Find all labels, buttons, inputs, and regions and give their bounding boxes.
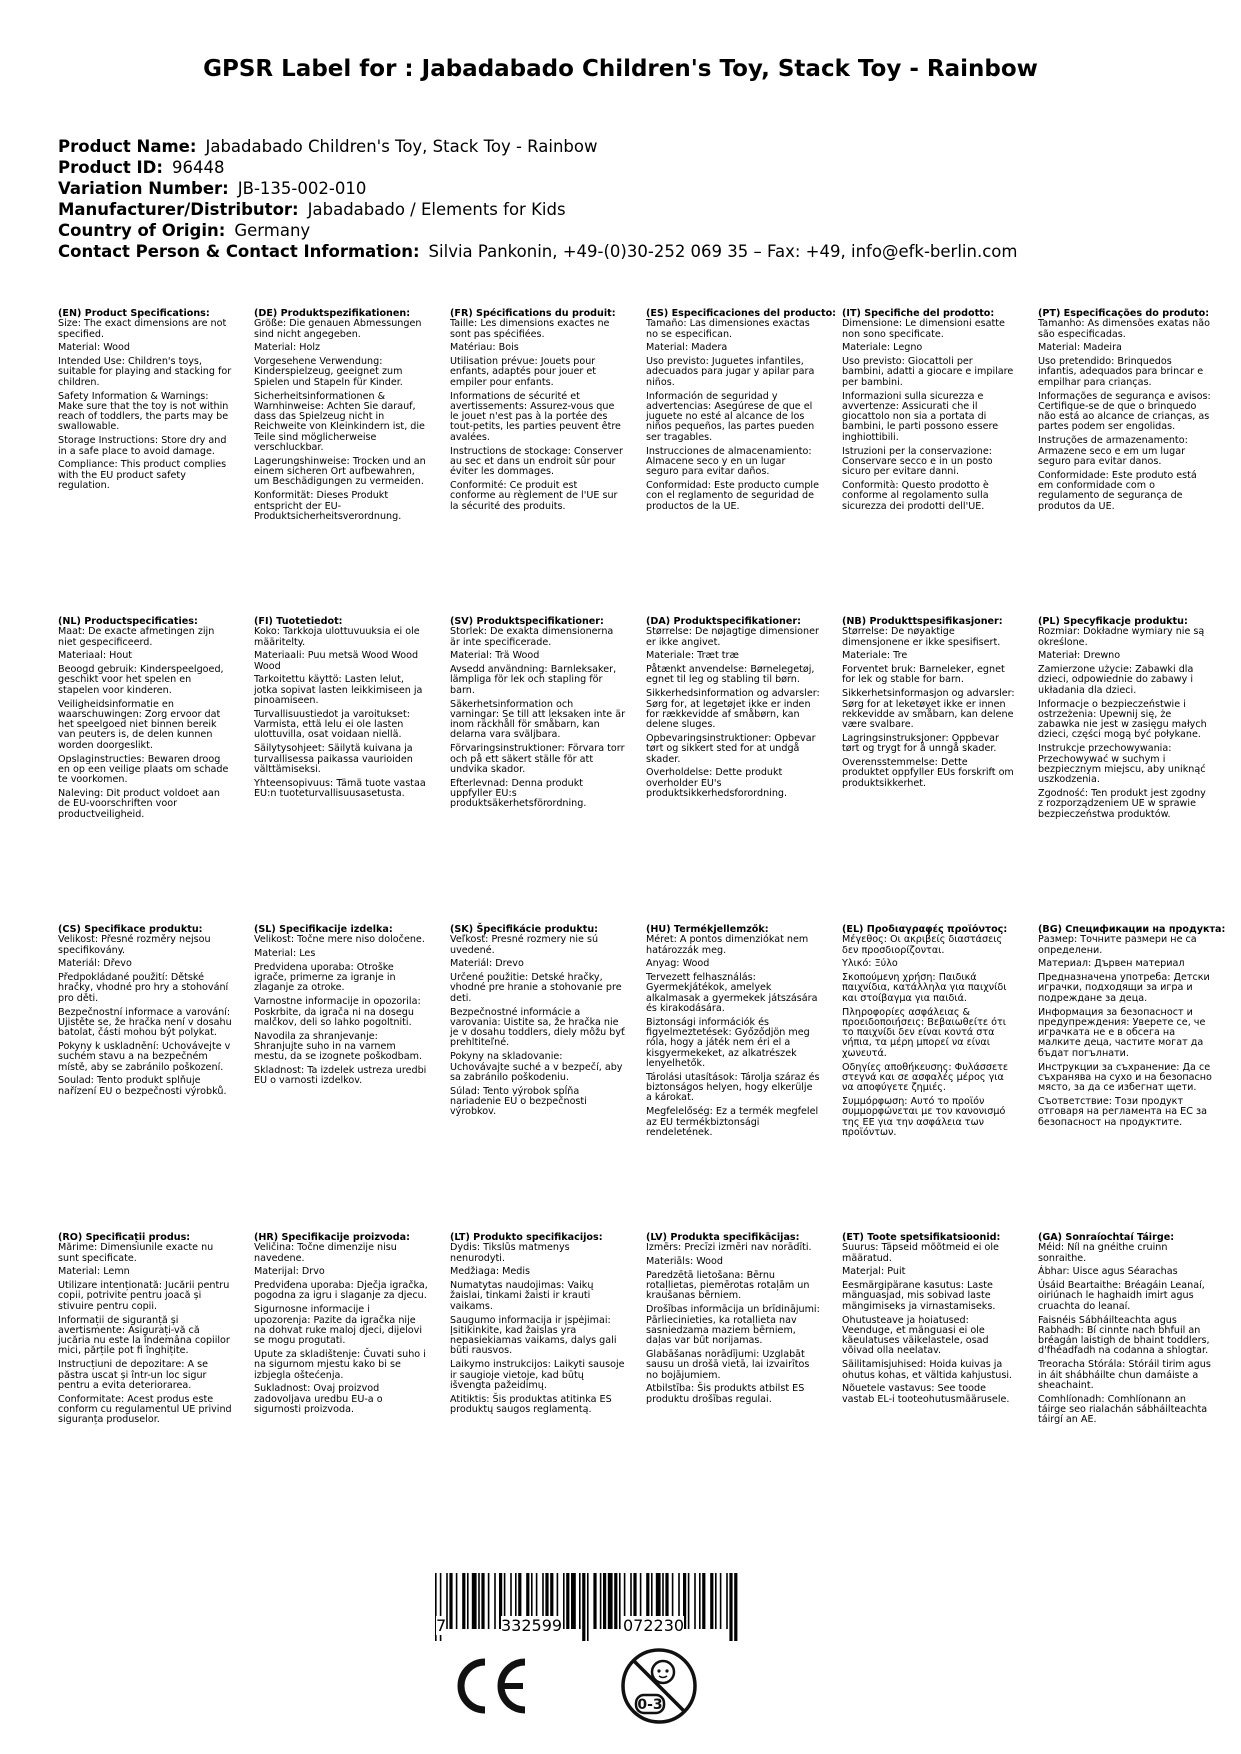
spec-paragraph: Předpokládané použití: Dětské hračky, vhodné pro hry a stohování pro děti.	[58, 972, 229, 1004]
barcode-bar	[462, 1573, 465, 1629]
spec-paragraph: Zamierzone użycie: Zabawki dla dzieci, odpowiednie do zabawy i układania dla dzieci.	[1038, 664, 1194, 696]
info-label: Product ID:	[58, 158, 163, 177]
barcode-bar	[587, 1573, 589, 1641]
spec-block	[1038, 309, 1213, 515]
spec-paragraph: Úsáid Beartaithe: Bréagáin Leanaí, oiriúnach le haghaidh imirt agus cruachta do leanaí.	[1038, 1280, 1205, 1312]
spec-paragraph: Μέγεθος: Οι ακριβείς διαστάσεις δεν προσδιορίζονται.	[842, 934, 1003, 956]
spec-heading: (EN) Product Specifications:	[58, 308, 210, 319]
spec-paragraph: Biztonsági információk és figyelmeztetések: Győződjön meg róla, hogy a játék nem éri el a kisgyermekeket, az alkatrészek lenyelhetők.	[646, 1016, 810, 1070]
spec-paragraph: Forventet bruk: Barneleker, egnet for lek og stable for barn.	[842, 664, 1005, 686]
spec-paragraph: Bezpečnostní informace a varování: Ujistěte se, že hračka není v dosahu batolat, části mohou být polykat.	[58, 1006, 232, 1039]
spec-paragraph: Dydis: Tikslūs matmenys nenurodyti.	[450, 1242, 570, 1264]
info-value: Germany	[234, 221, 311, 240]
spec-paragraph: Υλικό: Ξύλο	[842, 958, 898, 970]
spec-paragraph: Ohutusteave ja hoiatused: Veenduge, et mänguasi ei ole käeulatuses väikelastele, osad võivad olla neelatav.	[842, 1314, 989, 1357]
spec-paragraph: Eesmärgipärane kasutus: Laste mänguasjad, mis sobivad laste mängimiseks ja virnastamiseks.	[842, 1280, 996, 1312]
spec-row	[58, 1233, 1228, 1541]
spec-paragraph: Material: Madeira	[1038, 342, 1122, 354]
spec-paragraph: Rozmiar: Dokładne wymiary nie są określone.	[1038, 626, 1205, 648]
spec-paragraph: Konformität: Dieses Produkt entspricht der EU-Produktsicherheitsverordnung.	[254, 490, 402, 522]
spec-paragraph: Koko: Tarkkoja ulottuvuuksia ei ole määritelty.	[254, 626, 420, 648]
barcode-bar	[688, 1573, 690, 1629]
info-label: Product Name:	[58, 137, 197, 156]
spec-block	[254, 925, 429, 1090]
spec-paragraph: Sikkerhedsinformation og advarsler: Sørg for, at legetøjet ikke er inden for rækkevidde af småbørn, kan delene sluges.	[646, 688, 820, 731]
spec-block	[450, 617, 625, 813]
spec-heading: (NB) Produkttspesifikasjoner:	[842, 616, 1003, 627]
specifications-grid	[58, 309, 1228, 1541]
barcode-digit: 7	[436, 1616, 447, 1635]
spec-paragraph: Uso pretendido: Brinquedos infantis, adequados para brincar e empilhar para crianças.	[1038, 356, 1204, 388]
spec-paragraph: Veiligheidsinformatie en waarschuwingen: Zorg ervoor dat het speelgoed niet binnen bereik van peuters is, de delen kunnen worden doorgeslikt.	[58, 698, 221, 751]
spec-paragraph: Informacje o bezpieczeństwie i ostrzeżenia: Upewnij się, że zabawka nie jest w zasięgu małych dzieci, części mogą być połykane.	[1038, 698, 1207, 741]
spec-paragraph: Nõuetele vastavus: See toode vastab EL-i tooteohutusmäärusele.	[842, 1383, 1010, 1405]
spec-paragraph: Conformità: Questo prodotto è conforme al regolamento sulla sicurezza dei prodotti dell'UE.	[842, 479, 989, 512]
spec-paragraph: Efterlevnad: Denna produkt uppfyller EU:s produktsäkerhetsförordning.	[450, 777, 587, 810]
spec-paragraph: Vorgesehene Verwendung: Kinderspielzeug, geeignet zum Spielen und Stapeln für Kinder.	[254, 356, 403, 388]
barcode-bar	[571, 1573, 576, 1629]
spec-paragraph: Taille: Les dimensions exactes ne sont pas spécifiées.	[450, 318, 610, 340]
spec-paragraph: Treoracha Stórála: Stóráil tirim agus in áit shábháilte chun damáiste a sheachaint.	[1038, 1359, 1211, 1391]
barcode-bar	[566, 1573, 569, 1629]
spec-row	[58, 925, 1228, 1233]
spec-paragraph: Compliance: This product complies with the EU product safety regulation.	[58, 459, 227, 491]
spec-paragraph: Tarkoitettu käyttö: Lasten lelut, jotka sopivat lasten leikkimiseen ja pinoamiseen.	[254, 674, 423, 707]
spec-paragraph: Méid: Níl na gnéithe cruinn sonraithe.	[1038, 1242, 1168, 1264]
spec-paragraph: Conformité: Ce produit est conforme au règlement de l'UE sur la sécurité des produits.	[450, 479, 618, 512]
country-of-origin-row	[58, 220, 1017, 241]
spec-paragraph: Maat: De exacte afmetingen zijn niet gespecificeerd.	[58, 626, 215, 648]
barcode-bar	[694, 1573, 696, 1629]
spec-paragraph: Storage Instructions: Store dry and in a safe place to avoid damage.	[58, 435, 227, 457]
spec-paragraph: Størrelse: De nøjagtige dimensioner er ikke angivet.	[646, 626, 819, 648]
barcode-group-2: 072230	[623, 1616, 685, 1635]
spec-paragraph: Material: Holz	[254, 342, 321, 354]
spec-paragraph: Utilizare intenționată: Jucării pentru copii, potrivite pentru joacă și stivuire pentru copii.	[58, 1280, 230, 1312]
spec-block	[646, 617, 821, 803]
spec-paragraph: Lagerungshinweise: Trocken und an einem sicheren Ort aufbewahren, um Beschädigungen zu vermeiden.	[254, 455, 426, 488]
spec-paragraph: Material: Les	[254, 948, 316, 960]
spec-paragraph: Veľkosť: Presné rozmery nie sú uvedené.	[450, 934, 599, 956]
spec-paragraph: Beoogd gebruik: Kinderspeelgoed, geschikt voor het spelen en stapelen voor kinderen.	[58, 664, 224, 696]
info-value: Jabadabado Children's Toy, Stack Toy - Rainbow	[205, 137, 598, 156]
info-value: JB-135-002-010	[237, 179, 367, 198]
spec-paragraph: Určené použitie: Detské hračky, vhodné pre hranie a stohovanie pre deti.	[450, 972, 622, 1004]
spec-paragraph: Informazioni sulla sicurezza e avvertenze: Assicurati che il giocattolo non sia a portata di bambini, le parti possono essere inghiottibili.	[842, 390, 999, 443]
spec-block	[450, 1233, 625, 1419]
barcode-bar	[734, 1573, 737, 1641]
barcode-bar	[449, 1573, 452, 1629]
barcode-bar	[467, 1573, 469, 1629]
barcode-bar	[603, 1573, 606, 1629]
page-title: GPSR Label for : Jabadabado Children's Toy, Stack Toy - Rainbow	[203, 56, 1038, 82]
spec-paragraph: Uso previsto: Juguetes infantiles, adecuados para jugar y apilar para niños.	[646, 356, 815, 388]
spec-heading: (DA) Produktspecifikationer:	[646, 616, 801, 627]
spec-paragraph: Mărime: Dimensiunile exacte nu sunt specificate.	[58, 1242, 214, 1264]
spec-block	[646, 925, 821, 1142]
spec-paragraph: Instructions de stockage: Conserver au sec et dans un endroit sûr pour éviter les dommages.	[450, 445, 623, 478]
spec-block	[1038, 924, 1226, 1131]
spec-paragraph: Инструкции за съхранение: Да се съхранява на сухо и на безопасно място, за да се избегнат щети.	[1038, 1061, 1212, 1094]
spec-paragraph: Turvallisuustiedot ja varoitukset: Varmista, että lelu ei ole lasten ulottuvilla, osat voidaan niellä.	[254, 708, 410, 741]
spec-paragraph: Säilytysohjeet: Säilytä kuivana ja turvallisessa paikassa vaurioiden välttämiseksi.	[254, 743, 413, 775]
spec-paragraph: Material: Lemn	[58, 1266, 130, 1278]
barcode-bar	[446, 1573, 448, 1629]
spec-paragraph: Förvaringsinstruktioner: Förvara torr och på ett säkert ställe för att undvika skador.	[450, 743, 625, 775]
spec-paragraph: Informations de sécurité et avertissements: Assurez-vous que le jouet n'est pas à la portée des tout-petits, les parties peuvent être avalées.	[450, 390, 621, 443]
spec-heading: (FR) Spécifications du produit:	[450, 308, 616, 319]
spec-paragraph: Tamaño: Las dimensiones exactas no se especifican.	[646, 318, 810, 340]
spec-paragraph: Laikymo instrukcijos: Laikyti sausoje ir saugioje vietoje, kad būtų išvengta pažeidimų.	[450, 1359, 625, 1391]
spec-block	[646, 308, 837, 515]
spec-block	[842, 925, 1017, 1142]
spec-heading: (PT) Especificações do produto:	[1038, 308, 1210, 319]
spec-paragraph: Safety Information & Warnings: Make sure that the toy is not within reach of toddlers, the parts may be swallowable.	[58, 390, 229, 433]
spec-paragraph: Pokyny na skladovanie: Uchovávajte suché a v bezpečí, aby sa zabránilo poškodeniu.	[450, 1051, 623, 1083]
spec-row	[58, 617, 1228, 925]
spec-paragraph: Instrucțiuni de depozitare: A se păstra uscat și într-un loc sigur pentru a evita deteriorarea.	[58, 1359, 209, 1391]
barcode-bar	[494, 1573, 496, 1629]
spec-paragraph: Οδηγίες αποθήκευσης: Φυλάσσετε στεγνά και σε ασφαλές μέρος για να αποφύγετε ζημιές.	[842, 1061, 1009, 1094]
spec-paragraph: Suurus: Täpseid mõõtmeid ei ole määratud.	[842, 1242, 999, 1264]
spec-paragraph: Megfelelőség: Ez a termék megfelel az EU termékbiztonsági rendeletének.	[646, 1106, 819, 1138]
spec-heading: (ET) Toote spetsifikatsioonid:	[842, 1232, 1001, 1243]
info-label: Manufacturer/Distributor:	[58, 200, 299, 219]
barcode-bar	[720, 1573, 722, 1629]
spec-paragraph: Materijal: Drvo	[254, 1266, 325, 1278]
spec-paragraph: Säkerhetsinformation och varningar: Se till att leksaken inte är inom räckhåll för småbarn, kan delarna vara sväljbara.	[450, 698, 626, 741]
spec-paragraph: Σκοπούμενη χρήση: Παιδικά παιχνίδια, κατάλληλα για παιχνίδι και στοίβαγμα για παιδιά.	[842, 972, 1007, 1004]
spec-block	[254, 1233, 429, 1419]
spec-paragraph: Material: Madera	[646, 342, 728, 354]
barcode-bar	[579, 1573, 581, 1629]
spec-paragraph: Opslaginstructies: Bewaren droog en op een veilige plaats om schade te voorkomen.	[58, 753, 229, 786]
spec-paragraph: Material: Wood	[58, 342, 131, 354]
spec-paragraph: Upute za skladištenje: Čuvati suho i na sigurnom mjestu kako bi se izbjegla oštećenja.	[254, 1348, 426, 1381]
spec-paragraph: Numatytas naudojimas: Vaikų žaislai, tinkami žaisti ir krauti vaikams.	[450, 1280, 594, 1312]
spec-heading: (PL) Specyfikacje produktu:	[1038, 616, 1188, 627]
spec-paragraph: Größe: Die genauen Abmessungen sind nicht angegeben.	[254, 318, 422, 340]
spec-heading: (SV) Produktspecifikationer:	[450, 616, 604, 627]
spec-paragraph: Size: The exact dimensions are not specified.	[58, 318, 227, 340]
spec-paragraph: Uso previsto: Giocattoli per bambini, adatti a giocare e impilare per bambini.	[842, 356, 1014, 388]
spec-heading: (NL) Productspecificaties:	[58, 616, 198, 627]
info-value: Silvia Pankonin, +49-(0)30-252 069 35 – Fax: +49, info@efk-berlin.com	[428, 242, 1018, 261]
spec-heading: (IT) Specifiche del prodotto:	[842, 308, 995, 319]
spec-paragraph: Faisnéis Sábháilteachta agus Rabhadh: Bí cinnte nach bhfuil an bréagán laistigh de bhaint toddlers, d'fhéadfadh na codanna a shlogtar.	[1038, 1314, 1210, 1357]
spec-paragraph: Информация за безопасност и предупреждения: Уверете се, че играчката не е в обсега на малките деца, частите могат да бъдат погълнати.	[1038, 1006, 1206, 1059]
spec-block	[58, 309, 233, 495]
spec-paragraph: Velikost: Přesné rozměry nejsou specifikovány.	[58, 934, 211, 956]
age-label: 0-3	[637, 1697, 663, 1713]
spec-heading: (FI) Tuotetiedot:	[254, 616, 343, 627]
spec-paragraph: Størrelse: De nøyaktige dimensjonene er ikke spesifisert.	[842, 626, 1001, 648]
spec-paragraph: Opbevaringsinstruktioner: Opbevar tørt og sikkert sted for at undgå skader.	[646, 732, 816, 765]
spec-heading: (ES) Especificaciones del producto:	[646, 308, 837, 319]
spec-block	[842, 617, 1017, 792]
spec-paragraph: Sicherheitsinformationen & Warnhinweise: Achten Sie darauf, dass das Spielzeug nicht in Reichweite von Kleinkindern ist, die Teile sind möglicherweise verschluckbar.	[254, 390, 425, 454]
info-label: Country of Origin:	[58, 221, 226, 240]
spec-paragraph: Sigurnosne informacije i upozorenja: Pazite da igračka nije na dohvat ruke maloj djeci, dijelovi se mogu progutati.	[254, 1304, 422, 1347]
spec-paragraph: Navodila za shranjevanje: Shranjujte suho in na varnem mestu, da se izognete poškodbam.	[254, 1030, 423, 1063]
spec-paragraph: Conformidad: Este producto cumple con el reglamento de seguridad de productos de la UE.	[646, 479, 819, 512]
spec-heading: (HU) Termékjellemzők:	[646, 924, 769, 935]
barcode-group-1: 332599	[501, 1616, 563, 1635]
barcode-bar	[472, 1573, 477, 1629]
spec-paragraph: Tárolási utasítások: Tárolja száraz és biztonságos helyen, hogy elkerülje a károkat.	[646, 1071, 820, 1104]
barcode-bar	[729, 1573, 732, 1641]
manufacturer-row	[58, 199, 1017, 220]
spec-paragraph: Instrukcje przechowywania: Przechowywać w suchym i bezpiecznym miejscu, aby uniknąć uszkodzenia.	[1038, 743, 1206, 786]
spec-paragraph: Påtænkt anvendelse: Børnelegetøj, egnet til leg og stabling til børn.	[646, 664, 815, 686]
spec-paragraph: Soulad: Tento produkt splňuje nařízení EU o bezpečnosti výrobků.	[58, 1075, 227, 1097]
barcode-bar	[699, 1573, 701, 1629]
spec-paragraph: Instrucciones de almacenamiento: Almacene seco y en un lugar seguro para evitar daños.	[646, 445, 812, 478]
spec-paragraph: Materiale: Træt træ	[646, 650, 739, 662]
spec-paragraph: Materiāls: Wood	[646, 1256, 724, 1268]
spec-paragraph: Materiale: Tre	[842, 650, 908, 662]
spec-paragraph: Размер: Точните размери не са определени.	[1038, 934, 1197, 956]
barcode-bar	[619, 1573, 621, 1629]
spec-paragraph: Sikkerhetsinformasjon og advarsler: Sørg for at leketøyet ikke er innen rekkevidde av småbarn, kan delene være svalbare.	[842, 688, 1015, 731]
barcode-bar	[702, 1573, 705, 1629]
spec-paragraph: Comhlíonadh: Comhlíonann an táirge seo rialachán sábháilteachta táirgí an AE.	[1038, 1393, 1208, 1426]
spec-paragraph: Zgodność: Ten produkt jest zgodny z rozporządzeniem UE w sprawie bezpieczeństwa produktów.	[1038, 787, 1206, 820]
product-id-row	[58, 157, 1017, 178]
product-info	[58, 136, 1017, 262]
barcode-bar	[582, 1573, 585, 1641]
spec-paragraph: Materiał: Drewno	[1038, 650, 1121, 662]
spec-paragraph: Súlad: Tento výrobok spĺňa nariadenie EÚ o bezpečnosti výrobkov.	[450, 1085, 587, 1118]
spec-paragraph: Material: Trä Wood	[450, 650, 540, 662]
spec-paragraph: Méret: A pontos dimenziókat nem határozzák meg.	[646, 934, 809, 956]
spec-heading: (HR) Specifikacije proizvoda:	[254, 1232, 410, 1243]
variation-number-row	[58, 178, 1017, 199]
spec-paragraph: Materiál: Dřevo	[58, 958, 132, 970]
spec-paragraph: Varnostne informacije in opozorila: Poskrbite, da igrača ni na dosegu malčkov, deli so lahko pogoltniti.	[254, 996, 421, 1028]
spec-paragraph: Lagringsinstruksjoner: Oppbevar tørt og trygt for å unngå skader.	[842, 732, 999, 755]
barcode-bar	[593, 1573, 596, 1629]
barcode-bar	[608, 1573, 613, 1629]
spec-paragraph: Materiaali: Puu metsä Wood Wood Wood	[254, 650, 419, 672]
spec-paragraph: Predvidena uporaba: Otroške igrače, primerne za igranje in zlaganje za otroke.	[254, 961, 396, 994]
spec-paragraph: Materjal: Puit	[842, 1266, 906, 1278]
spec-paragraph: Συμμόρφωση: Αυτό το προϊόν συμμορφώνεται με τον κανονισμό της ΕΕ για την ασφάλεια των προϊόντων.	[842, 1095, 1006, 1138]
spec-paragraph: Πληροφορίες ασφάλειας & προειδοποιήσεις: Βεβαιωθείτε ότι το παιχνίδι δεν είναι κοντά στα νήπια, τα μέρη μπορεί να είναι χωνευτά.	[842, 1006, 1007, 1059]
spec-paragraph: Anyag: Wood	[646, 958, 710, 970]
spec-paragraph: Bezpečnostné informácie a varovania: Uistite sa, že hračka nie je v dosahu toddlers, diely môžu byť prehltiteľné.	[450, 1006, 625, 1049]
spec-block	[254, 309, 429, 526]
spec-block	[254, 617, 429, 803]
spec-heading: (SK) Špecifikácie produktu:	[450, 924, 599, 935]
spec-block	[450, 925, 625, 1121]
barcode-bar	[614, 1573, 617, 1629]
spec-paragraph: Materiale: Legno	[842, 342, 923, 354]
contact-row	[58, 241, 1017, 262]
spec-block	[842, 309, 1017, 515]
spec-paragraph: Ábhar: Uisce agus Séarachas	[1038, 1266, 1178, 1278]
info-value: Jabadabado / Elements for Kids	[307, 200, 566, 219]
spec-paragraph: Veličina: Točne dimenzije nisu navedene.	[254, 1242, 397, 1264]
info-value: 96448	[171, 158, 225, 177]
spec-paragraph: Sukladnost: Ovaj proizvod zadovoljava uredbu EU-a o sigurnosti proizvoda.	[254, 1383, 383, 1415]
spec-paragraph: Dimensione: Le dimensioni esatte non sono specificate.	[842, 318, 1005, 340]
barcode-bar	[726, 1573, 728, 1629]
barcode-bar	[488, 1573, 490, 1629]
spec-row	[58, 309, 1228, 617]
spec-heading: (GA) Sonraíochtaí Táirge:	[1038, 1232, 1175, 1243]
spec-paragraph: Materiál: Drevo	[450, 958, 524, 970]
info-label: Contact Person & Contact Information:	[58, 242, 420, 261]
spec-paragraph: Materiaal: Hout	[58, 650, 133, 662]
spec-block	[842, 1233, 1017, 1408]
spec-paragraph: Conformidade: Este produto está em conformidade com o regulamento de segurança de produtos da UE.	[1038, 469, 1197, 512]
spec-paragraph: Yhteensopivuus: Tämä tuote vastaa EU:n tuoteturvallisuusasetusta.	[254, 777, 426, 799]
spec-paragraph: Matériau: Bois	[450, 342, 519, 354]
spec-paragraph: Drošības informācija un brīdinājumi: Pārliecinieties, ka rotaļlieta nav sasniedzama maziem bērniem, daļas var būt norijamas.	[646, 1304, 820, 1347]
spec-paragraph: Istruzioni per la conservazione: Conservare secco e in un posto sicuro per evitare danni.	[842, 445, 993, 478]
spec-heading: (BG) Спецификации на продукта:	[1038, 924, 1226, 935]
spec-paragraph: Skladnost: Ta izdelek ustreza uredbi EU o varnosti izdelkov.	[254, 1065, 427, 1087]
spec-paragraph: Storlek: De exakta dimensionerna är inte specificerade.	[450, 626, 614, 648]
spec-paragraph: Tamanho: As dimensões exatas não são especificadas.	[1038, 318, 1211, 340]
spec-paragraph: Utilisation prévue: Jouets pour enfants, adaptés pour jouer et empiler pour enfants.	[450, 356, 597, 388]
barcode-bar	[481, 1573, 484, 1629]
info-label: Variation Number:	[58, 179, 229, 198]
spec-heading: (EL) Προδιαγραφές προϊόντος:	[842, 924, 1008, 935]
spec-paragraph: Instruções de armazenamento: Armazene seco e em um lugar seguro para evitar danos.	[1038, 435, 1188, 467]
spec-block	[58, 925, 233, 1100]
spec-heading: (DE) Produktspezifikationen:	[254, 308, 411, 319]
spec-paragraph: Overholdelse: Dette produkt overholder EU's produktsikkerhedsforordning.	[646, 767, 788, 799]
barcode-bar	[563, 1573, 565, 1629]
spec-paragraph: Tervezett felhasználás: Gyermekjátékok, amelyek alkalmasak a gyermekek játszására és kirakodására.	[646, 972, 818, 1015]
ce-mark-icon	[451, 1656, 531, 1716]
spec-block	[1038, 1233, 1213, 1429]
spec-heading: (RO) Specificații produs:	[58, 1232, 191, 1243]
spec-heading: (CS) Specifikace produktu:	[58, 924, 203, 935]
barcode-bar	[715, 1573, 717, 1629]
spec-paragraph: Velikost: Točne mere niso določene.	[254, 934, 425, 946]
spec-block	[450, 309, 625, 515]
barcode-bar	[456, 1573, 458, 1629]
spec-heading: (SL) Specifikacije izdelka:	[254, 924, 393, 935]
spec-paragraph: Atitiktis: Šis produktas atitinka ES produktų saugos reglamentą.	[450, 1393, 612, 1415]
spec-paragraph: Paredzētā lietošana: Bērnu rotaļlietas, piemērotas rotaļām un kraušanas bērniem.	[646, 1269, 810, 1302]
spec-block	[646, 1233, 821, 1408]
spec-paragraph: Naleving: Dit product voldoet aan de EU-voorschriften voor productveiligheid.	[58, 787, 220, 820]
barcode-bar	[478, 1573, 480, 1629]
barcode-bar	[600, 1573, 602, 1629]
spec-paragraph: Pokyny k uskladnění: Uchovávejte v suchém stavu a na bezpečném místě, aby se zabránilo poškození.	[58, 1040, 231, 1073]
spec-paragraph: Predviđena uporaba: Dječja igračka, pogodna za igru i slaganje za djecu.	[254, 1280, 428, 1302]
barcode	[433, 1573, 739, 1641]
spec-paragraph: Glabāšanas norādījumi: Uzglabāt sausu un drošā vietā, lai izvairītos no bojājumiem.	[646, 1348, 810, 1381]
spec-paragraph: Avsedd användning: Barnleksaker, lämpliga för lek och stapling för barn.	[450, 664, 617, 696]
spec-heading: (LT) Produkto specifikacijos:	[450, 1232, 603, 1243]
age-warning-icon	[619, 1646, 699, 1726]
spec-paragraph: Предназначена употреба: Детски играчки, подходящи за игра и подреждане за деца.	[1038, 972, 1210, 1004]
spec-paragraph: Материал: Дървен материал	[1038, 958, 1185, 970]
spec-heading: (LV) Produkta specifikācijas:	[646, 1232, 800, 1243]
spec-paragraph: Conformitate: Acest produs este conform cu regulamentul UE privind siguranța produselor.	[58, 1393, 232, 1426]
spec-block	[58, 617, 233, 823]
spec-paragraph: Overensstemmelse: Dette produktet oppfyller EUs forskrift om produktsikkerhet.	[842, 757, 1014, 789]
spec-paragraph: Medžiaga: Medis	[450, 1266, 531, 1278]
spec-paragraph: Съответствие: Този продукт отговаря на регламента на ЕС за безопасност на продуктите.	[1038, 1095, 1207, 1128]
spec-block	[58, 1233, 233, 1429]
spec-paragraph: Información de seguridad y advertencias: Asegúrese de que el juguete no esté al alcance de los niños pequeños, las partes pueden ser tragables.	[646, 390, 815, 443]
spec-paragraph: Informações de segurança e avisos: Certifique-se de que o brinquedo não está ao alcance de crianças, as partes podem ser engolidas.	[1038, 390, 1211, 433]
spec-paragraph: Atbilstība: Šis produkts atbilst ES produktu drošības regulai.	[646, 1383, 805, 1405]
spec-paragraph: Intended Use: Children's toys, suitable for playing and stacking for children.	[58, 356, 232, 388]
spec-paragraph: Izmērs: Precīzi izmēri nav norādīti.	[646, 1242, 812, 1254]
spec-block	[1038, 617, 1213, 823]
product-name-row	[58, 136, 1017, 157]
spec-paragraph: Saugumo informacija ir įspėjimai: Įsitikinkite, kad žaislas yra nepasiekiamas vaikams, dalys gali būti rausvos.	[450, 1314, 617, 1357]
spec-paragraph: Säilitamisjuhised: Hoida kuivas ja ohutus kohas, et vältida kahjustusi.	[842, 1359, 1013, 1381]
barcode-bar	[710, 1573, 713, 1629]
spec-paragraph: Informații de siguranță și avertismente: Asigurați-vă că jucăria nu este la îndemâna copiilor mici, părțile pot fi înghițite.	[58, 1314, 230, 1357]
